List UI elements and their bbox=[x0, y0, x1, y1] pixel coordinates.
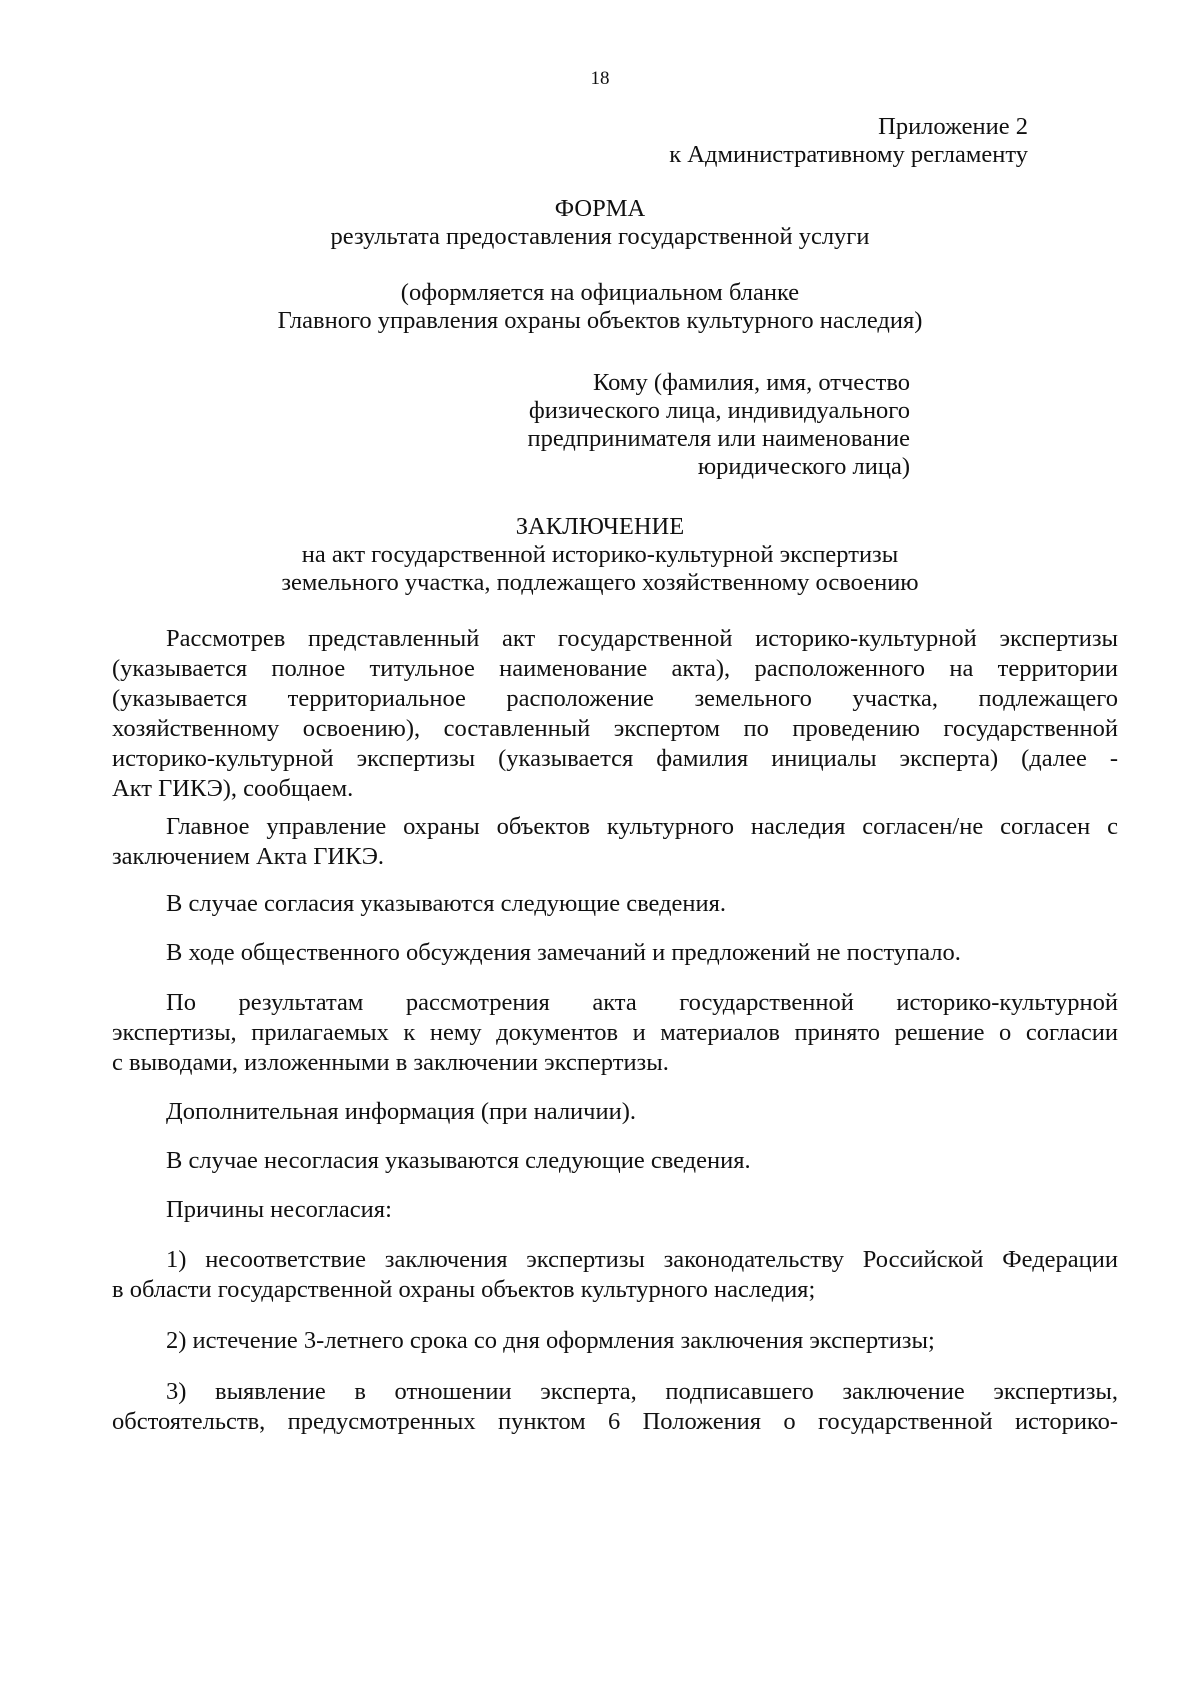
paragraph-reasons-heading bbox=[112, 1195, 1118, 1225]
paragraph-consent-case bbox=[112, 889, 1118, 919]
paragraph-review bbox=[112, 624, 1118, 804]
paragraph-additional-info bbox=[112, 1097, 1118, 1127]
conclusion-subtitle-line-2: земельного участка, подлежащего хозяйственному освоению bbox=[281, 569, 919, 596]
conclusion-title: ЗАКЛЮЧЕНИЕ bbox=[515, 513, 685, 540]
form-subtitle: результата предоставления государственной услуги bbox=[330, 223, 870, 250]
paragraph-line: (указывается полное титульное наименование акта), расположенного на территории bbox=[112, 655, 1118, 682]
paragraph-line: историко-культурной экспертизы (указывается фамилия инициалы эксперта) (далее - bbox=[112, 745, 1118, 772]
paragraph-line: В случае согласия указываются следующие сведения. bbox=[166, 890, 727, 917]
paragraph-line: Дополнительная информация (при наличии). bbox=[166, 1098, 636, 1125]
paragraph-line: в области государственной охраны объектов культурного наследия; bbox=[112, 1276, 816, 1303]
form-note-line-1: (оформляется на официальном бланке bbox=[400, 279, 800, 306]
paragraph-agreement bbox=[112, 812, 1118, 872]
addressee-line: предпринимателя или наименование bbox=[527, 425, 910, 452]
paragraph-line: хозяйственному освоению), составленный экспертом по проведению государственной bbox=[112, 715, 1118, 742]
paragraph-line: 1) несоответствие заключения экспертизы законодательству Российской Федерации bbox=[166, 1246, 1118, 1273]
paragraph-line: В ходе общественного обсуждения замечаний и предложений не поступало. bbox=[166, 939, 961, 966]
paragraph-line: Причины несогласия: bbox=[166, 1196, 392, 1223]
paragraph-reason-2 bbox=[112, 1326, 1118, 1356]
paragraph-public-discussion bbox=[112, 938, 1118, 968]
paragraph-line: По результатам рассмотрения акта государственной историко-культурной bbox=[166, 989, 1118, 1016]
paragraph-disagreement-case bbox=[112, 1146, 1118, 1176]
appendix-number: Приложение 2 bbox=[878, 113, 1028, 140]
appendix-reference: к Административному регламенту bbox=[669, 141, 1028, 168]
addressee-line: физического лица, индивидуального bbox=[528, 397, 910, 424]
paragraph-line: 3) выявление в отношении эксперта, подписавшего заключение экспертизы, bbox=[166, 1378, 1118, 1405]
conclusion-subtitle-line-1: на акт государственной историко-культурной экспертизы bbox=[301, 541, 899, 568]
paragraph-line: экспертизы, прилагаемых к нему документов и материалов принято решение о согласии bbox=[112, 1019, 1118, 1046]
paragraph-line: Акт ГИКЭ), сообщаем. bbox=[112, 775, 354, 802]
addressee-line: Кому (фамилия, имя, отчество bbox=[593, 369, 910, 396]
paragraph-line: с выводами, изложенными в заключении экспертизы. bbox=[112, 1049, 669, 1076]
paragraph-line: заключением Акта ГИКЭ. bbox=[112, 843, 385, 870]
paragraph-line: 2) истечение 3-летнего срока со дня оформления заключения экспертизы; bbox=[166, 1327, 935, 1354]
paragraph-line: Главное управление охраны объектов культурного наследия согласен/не согласен с bbox=[166, 813, 1118, 840]
paragraph-line: (указывается территориальное расположение земельного участка, подлежащего bbox=[112, 685, 1118, 712]
addressee-line: юридического лица) bbox=[697, 453, 910, 480]
paragraph-reason-3 bbox=[112, 1377, 1118, 1437]
form-note-line-2: Главного управления охраны объектов культурного наследия) bbox=[277, 307, 923, 334]
paragraph-line: Рассмотрев представленный акт государственной историко-культурной экспертизы bbox=[166, 625, 1118, 652]
form-title: ФОРМА bbox=[554, 195, 646, 222]
page-number: 18 bbox=[590, 68, 610, 89]
paragraph-decision bbox=[112, 988, 1118, 1078]
paragraph-reason-1 bbox=[112, 1245, 1118, 1305]
paragraph-line: В случае несогласия указываются следующие сведения. bbox=[166, 1147, 751, 1174]
paragraph-line: обстоятельств, предусмотренных пунктом 6 Положения о государственной историко- bbox=[112, 1408, 1118, 1435]
